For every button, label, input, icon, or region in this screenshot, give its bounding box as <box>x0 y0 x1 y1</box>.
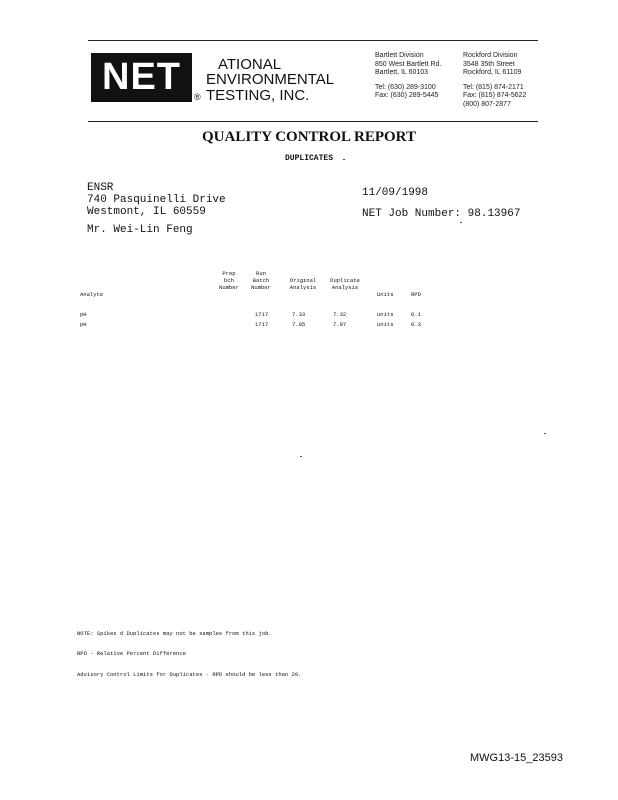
client-address-line-2: Westmont, IL 60559 <box>87 206 206 218</box>
division-city: Rockford, IL 61109 <box>463 69 522 76</box>
scan-artifact <box>460 222 462 223</box>
scan-artifact <box>544 433 546 434</box>
note-spikes-duplicates: NOTE: Spikes d Duplicates may not be samples from this job. <box>77 630 272 637</box>
division-name: Bartlett Division <box>375 52 424 59</box>
logo-line-1: ATIONAL <box>218 56 282 73</box>
registered-mark-icon: ® <box>194 92 201 102</box>
header-original-analysis: Original Analysis <box>289 277 317 291</box>
report-date: 11/09/1998 <box>362 187 429 199</box>
document-id: MWG13-15_23593 <box>470 752 563 764</box>
header-rpd: RPD <box>411 291 421 298</box>
header-prep-batch: Prep bch Number <box>219 270 239 291</box>
scan-artifact <box>300 456 302 457</box>
division-tel: Tel: (630) 289-3100 <box>375 83 436 91</box>
cell-original: 7.05 <box>292 321 306 328</box>
net-logo-mark: NET <box>91 53 192 102</box>
header-duplicate-analysis: Duplicate Analysis <box>330 277 360 291</box>
cell-rpd: 0.1 <box>411 311 421 318</box>
logo-line-2: ENVIRONMENTAL <box>206 71 335 88</box>
cell-units: units <box>377 311 394 318</box>
division-name: Rockford Division <box>463 52 518 59</box>
job-number-label: NET Job Number: <box>362 208 462 220</box>
client-name: ENSR <box>87 182 114 194</box>
bartlett-division-address <box>375 52 441 101</box>
cell-original: 7.33 <box>292 311 306 318</box>
division-fax: Fax: (815) 874-5622 <box>463 92 527 99</box>
header-run-batch: Run Batch Number <box>251 270 271 291</box>
note-control-limits: Advisory Control Limits for Duplicates - RPD should be less than 20. <box>77 671 302 678</box>
division-street: 850 West Bartlett Rd. <box>375 60 442 68</box>
cell-analyte: pH <box>80 321 87 328</box>
division-toll-free: (800) 807-2877 <box>463 100 511 108</box>
header-units: Units <box>377 291 394 298</box>
division-fax: Fax: (630) 289-5445 <box>375 92 439 99</box>
header-top-rule <box>88 40 538 41</box>
header-analyte: Analyte <box>80 291 104 298</box>
division-city: Bartlett, IL 60103 <box>375 69 429 76</box>
report-title: QUALITY CONTROL REPORT <box>202 129 416 145</box>
job-number-line <box>362 204 520 225</box>
note-rpd-definition: RPD - Relative Percent Difference <box>77 650 186 657</box>
cell-analyte: pH <box>80 311 87 318</box>
division-tel: Tel: (815) 874-2171 <box>463 83 524 91</box>
cell-duplicate: 7.32 <box>333 311 347 318</box>
cell-rpd: 0.3 <box>411 321 421 328</box>
rockford-division-address <box>463 52 526 109</box>
cell-units: units <box>377 321 394 328</box>
report-subtitle: DUPLICATES <box>284 154 333 163</box>
client-contact: Mr. Wei-Lin Feng <box>87 224 193 236</box>
scan-artifact <box>343 159 345 160</box>
division-street: 3548 35th Street <box>463 60 515 68</box>
cell-duplicate: 7.07 <box>333 321 347 328</box>
logo-line-3: TESTING, INC. <box>206 87 310 104</box>
job-number: 98.13967 <box>467 208 521 220</box>
client-address-line-1: 740 Pasquinelli Drive <box>87 194 226 206</box>
cell-run-batch: 1717 <box>255 311 269 318</box>
client-address-block <box>87 182 226 218</box>
cell-run-batch: 1717 <box>255 321 269 328</box>
header-bottom-rule <box>88 121 538 122</box>
job-info-block <box>362 183 520 225</box>
